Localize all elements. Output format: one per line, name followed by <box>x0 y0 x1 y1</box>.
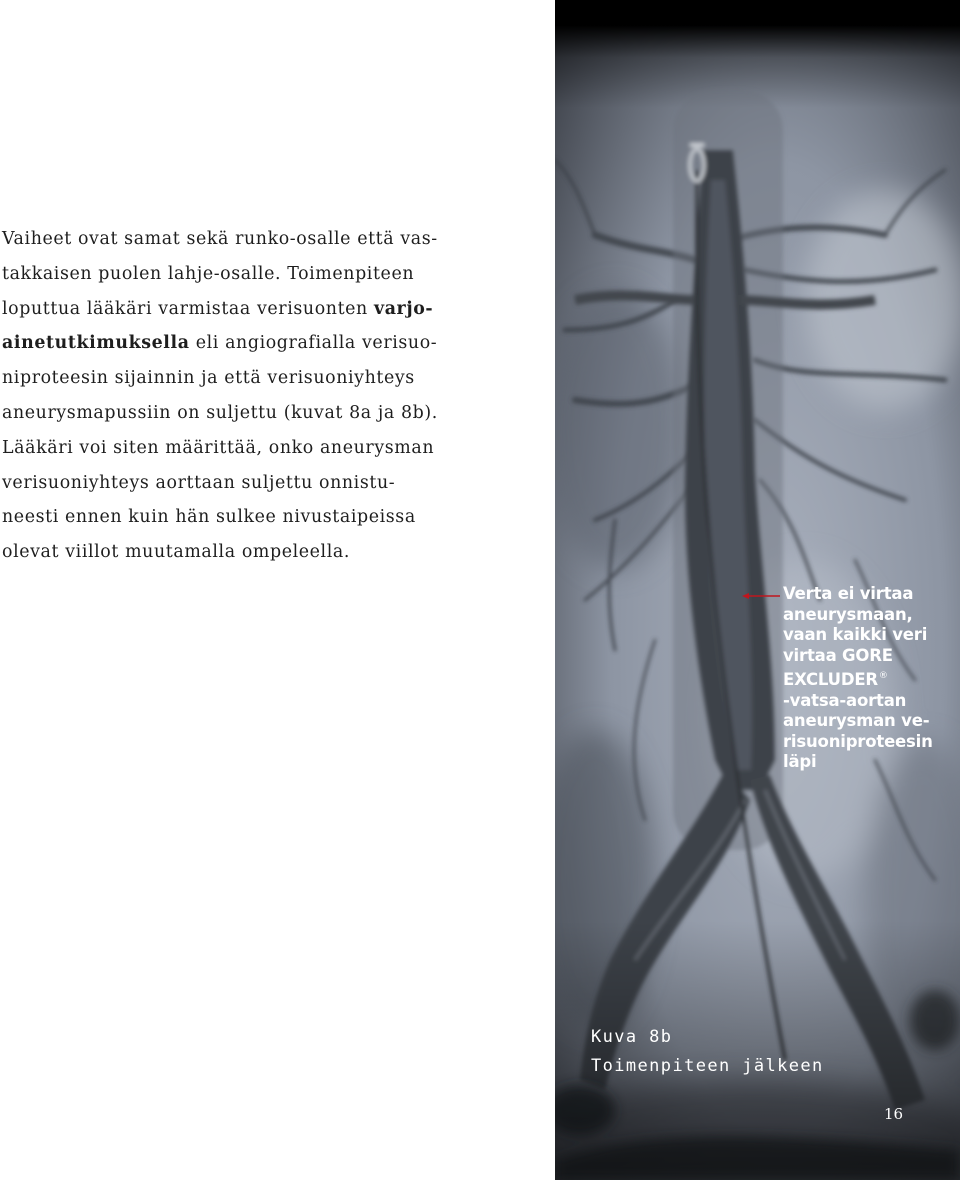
callout-line: aneurysmaan, <box>783 604 913 624</box>
text-line: takkaisen puolen lahje-osalle. Toimenpiteen <box>2 263 415 284</box>
text-segment: eli angiografialla verisuo- <box>189 333 438 354</box>
text-line: Lääkäri voi siten määrittää, onko aneurysman <box>2 437 435 458</box>
figure-caption <box>591 1023 824 1081</box>
arrow-left-icon <box>742 592 780 600</box>
callout-line: risuoniproteesin <box>783 731 933 751</box>
body-paragraph <box>2 222 547 570</box>
text-segment: loputtua lääkäri varmistaa verisuonten <box>2 298 374 319</box>
callout-line: Verta ei virtaa <box>783 584 914 603</box>
image-callout <box>783 584 953 773</box>
callout-line: -vatsa-aortan <box>783 690 907 710</box>
figure-label: Kuva 8b <box>591 1027 673 1047</box>
registered-mark: ® <box>878 671 888 681</box>
callout-line: virtaa GORE <box>783 645 893 665</box>
bold-term: ainetutkimuksella <box>2 333 190 354</box>
text-line: Vaiheet ovat samat sekä runko-osalle että vas- <box>2 229 438 249</box>
callout-line: vaan kaikki veri <box>783 625 928 644</box>
text-line: olevat viillot muutamalla ompeleella. <box>2 542 350 563</box>
text-line <box>2 326 547 361</box>
text-line: verisuoniyhteys aorttaan suljettu onnistu- <box>2 472 396 493</box>
page-number: 16 <box>884 1105 904 1123</box>
bold-term: varjo- <box>373 298 434 319</box>
text-line: niproteesin sijainnin ja että verisuoniyhteys <box>2 368 415 389</box>
callout-line: läpi <box>783 752 817 771</box>
text-line: neesti ennen kuin hän sulkee nivustaipeissa <box>2 507 416 528</box>
text-line <box>2 292 547 327</box>
text-line: aneurysmapussiin on suljettu (kuvat 8a ja 8b). <box>2 402 438 423</box>
brand-name: EXCLUDER <box>783 670 878 689</box>
figure-title: Toimenpiteen jälkeen <box>591 1056 824 1076</box>
callout-line: aneurysman ve- <box>783 711 930 730</box>
callout-line <box>783 666 953 691</box>
